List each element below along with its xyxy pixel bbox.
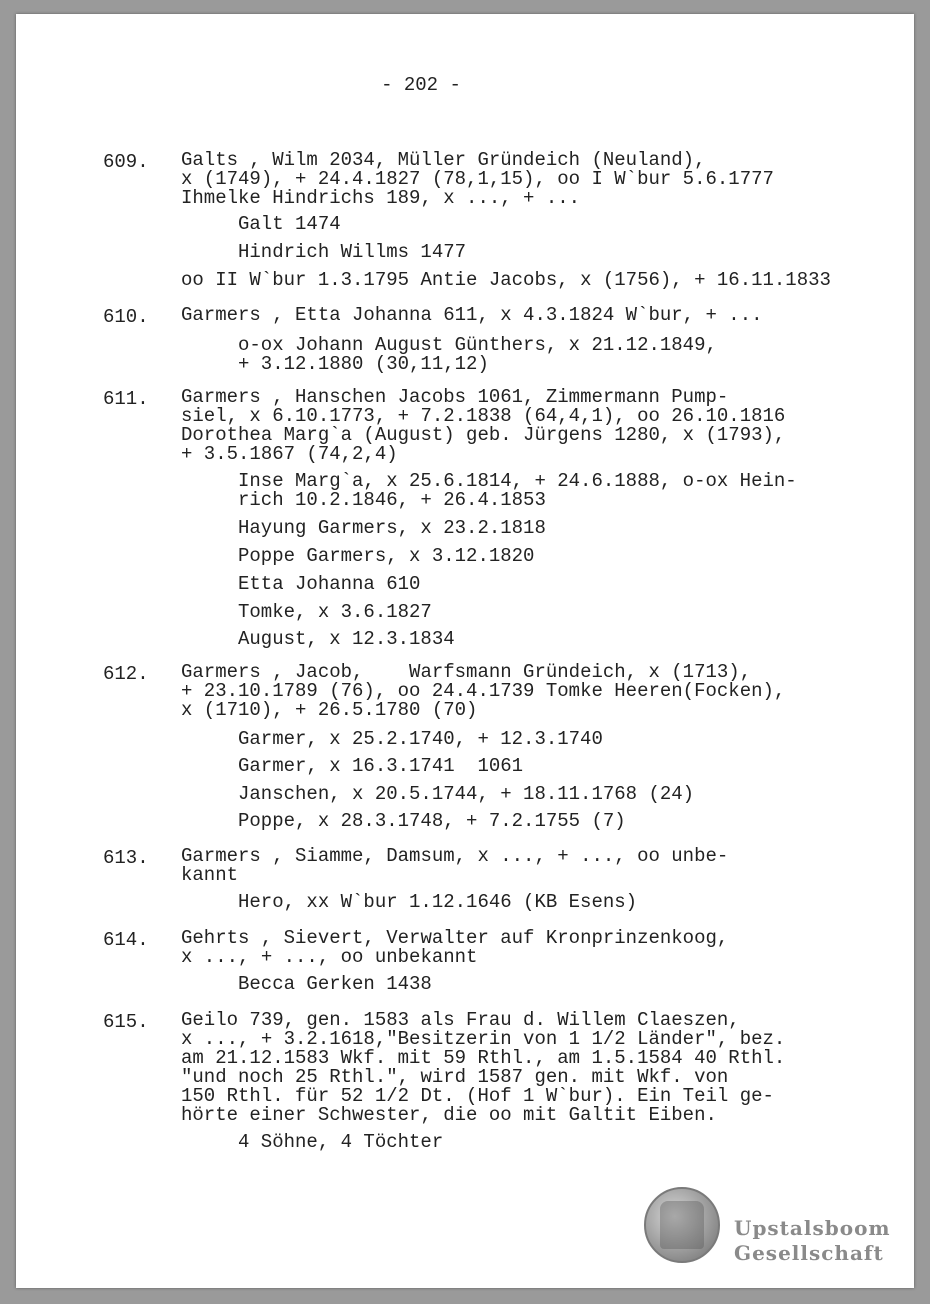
child-line: Inse Marg`a, x 25.6.1814, + 24.6.1888, o-ox Hein- [238, 470, 797, 492]
entry-line: Galts , Wilm 2034, Müller Gründeich (Neuland), [181, 149, 706, 171]
entry-line: Geilo 739, gen. 1583 als Frau d. Willem Claeszen, [181, 1009, 740, 1031]
entry-line: x (1749), + 24.4.1827 (78,1,15), oo I W`bur 5.6.1777 [181, 168, 774, 190]
entry-number: 610. [103, 306, 149, 328]
logo-text-line1: Upstalsboom [734, 1216, 891, 1240]
child-line: + 3.12.1880 (30,11,12) [238, 353, 489, 375]
child-line: Hero, xx W`bur 1.12.1646 (KB Esens) [238, 891, 638, 913]
child-line: Hindrich Willms 1477 [238, 241, 467, 263]
entry-line: Dorothea Marg`a (August) geb. Jürgens 1280, x (1793), [181, 424, 786, 446]
child-line: August, x 12.3.1834 [238, 628, 455, 650]
entry-number: 614. [103, 929, 149, 951]
child-line: Etta Johanna 610 [238, 573, 421, 595]
entry-number: 611. [103, 388, 149, 410]
child-line: Poppe, x 28.3.1748, + 7.2.1755 (7) [238, 810, 626, 832]
child-line: Hayung Garmers, x 23.2.1818 [238, 517, 546, 539]
entry-line: "und noch 25 Rthl.", wird 1587 gen. mit Wkf. von [181, 1066, 729, 1088]
child-line: Becca Gerken 1438 [238, 973, 432, 995]
entry-line: + 3.5.1867 (74,2,4) [181, 443, 398, 465]
entry-line: Garmers , Siamme, Damsum, x ..., + ..., oo unbe- [181, 845, 729, 867]
entry-number: 615. [103, 1011, 149, 1033]
entry-line: kannt [181, 864, 239, 886]
child-line: Garmer, x 16.3.1741 1061 [238, 755, 524, 777]
child-line: Janschen, x 20.5.1744, + 18.11.1768 (24) [238, 783, 695, 805]
seal-logo-icon [644, 1187, 720, 1263]
entry-line: x ..., + ..., oo unbekannt [181, 946, 478, 968]
entry-line: Gehrts , Sievert, Verwalter auf Kronprinzenkoog, [181, 927, 729, 949]
entry-line: x (1710), + 26.5.1780 (70) [181, 699, 478, 721]
entry-line: x ..., + 3.2.1618,"Besitzerin von 1 1/2 Länder", bez. [181, 1028, 786, 1050]
entry-line: am 21.12.1583 Wkf. mit 59 Rthl., am 1.5.1584 40 Rthl. [181, 1047, 786, 1069]
entry-number: 612. [103, 663, 149, 685]
child-line: rich 10.2.1846, + 26.4.1853 [238, 489, 546, 511]
child-line: o-ox Johann August Günthers, x 21.12.1849, [238, 334, 717, 356]
entry-number: 609. [103, 151, 149, 173]
entry-line: siel, x 6.10.1773, + 7.2.1838 (64,4,1), oo 26.10.1816 [181, 405, 786, 427]
child-line: 4 Söhne, 4 Töchter [238, 1131, 444, 1153]
entry-line: hörte einer Schwester, die oo mit Galtit Eiben. [181, 1104, 717, 1126]
entry-line: + 23.10.1789 (76), oo 24.4.1739 Tomke Heeren(Focken), [181, 680, 786, 702]
page-number: - 202 - [381, 74, 461, 96]
entry-line: Garmers , Hanschen Jacobs 1061, Zimmermann Pump- [181, 386, 729, 408]
child-line: Garmer, x 25.2.1740, + 12.3.1740 [238, 728, 603, 750]
entry-line: Garmers , Jacob, Warfsmann Gründeich, x (1713), [181, 661, 752, 683]
marriage-line: oo II W`bur 1.3.1795 Antie Jacobs, x (1756), + 16.11.1833 [181, 269, 831, 291]
entry-line: Ihmelke Hindrichs 189, x ..., + ... [181, 187, 581, 209]
entry-number: 613. [103, 847, 149, 869]
logo-text-line2: Gesellschaft [734, 1241, 884, 1265]
entry-line: 150 Rthl. für 52 1/2 Dt. (Hof 1 W`bur). Ein Teil ge- [181, 1085, 774, 1107]
child-line: Galt 1474 [238, 213, 341, 235]
document-page [16, 14, 914, 1288]
child-line: Poppe Garmers, x 3.12.1820 [238, 545, 535, 567]
child-line: Tomke, x 3.6.1827 [238, 601, 432, 623]
entry-line: Garmers , Etta Johanna 611, x 4.3.1824 W`bur, + ... [181, 304, 763, 326]
